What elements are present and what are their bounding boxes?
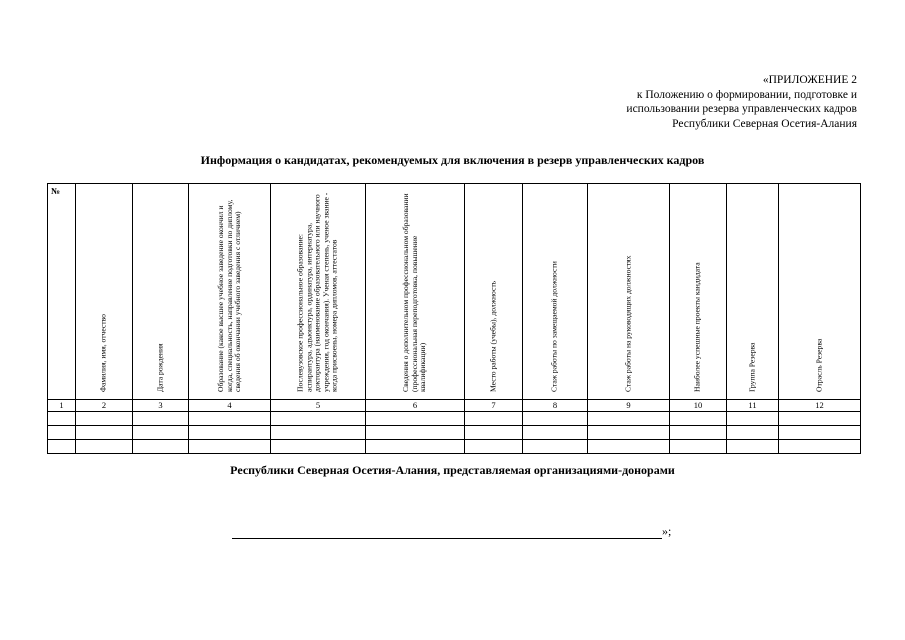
- col-header-postgraduate: Послевузовское профессиональное образование: аспирантура, адъюнктура, ординатура, интернатура, докторантура (наименование образовательного или научного учреждения, год окончания). Ученая степень, ученое звание - когда присвоены, номера дипломов, аттестатов: [271, 184, 366, 400]
- appendix-line-2: к Положению о формировании, подготовке и: [636, 88, 857, 101]
- appendix-line-1: «ПРИЛОЖЕНИЕ 2: [762, 74, 857, 86]
- col-index: 9: [588, 400, 670, 412]
- col-header-projects: Наиболее успешные проекты кандидата: [670, 184, 727, 400]
- col-header-additional-education: Сведения о дополнительном профессиональном образовании (профессиональная переподготовка, повышение квалификации): [366, 184, 465, 400]
- col-header-education: Образование (какое высшее учебное заведение окончил и когда, специальность, направление подготовки по диплому, сведения об окончании учебного заведения с отличием): [189, 184, 271, 400]
- col-index: 8: [523, 400, 588, 412]
- signature-line: [232, 524, 671, 539]
- table-row: [48, 412, 861, 426]
- appendix-line-4: Республики Северная Осетия-Алания: [672, 117, 857, 130]
- signature-blank: [232, 526, 662, 539]
- table-row: [48, 440, 861, 454]
- col-index: 11: [727, 400, 779, 412]
- col-header-reserve-group: Группа Резерва: [727, 184, 779, 400]
- col-index: 7: [465, 400, 523, 412]
- col-header-birthdate: Дата рождения: [133, 184, 189, 400]
- candidates-table: [47, 183, 861, 454]
- appendix-line-3: использовании резерва управленческих кадров: [626, 103, 857, 115]
- col-header-management-experience: Стаж работы на руководящих должностях: [588, 184, 670, 400]
- col-index: 10: [670, 400, 727, 412]
- table-index-row: [48, 400, 861, 412]
- col-index: 4: [189, 400, 271, 412]
- col-index: 5: [271, 400, 366, 412]
- col-index: 2: [76, 400, 133, 412]
- col-index: 6: [366, 400, 465, 412]
- col-index: 12: [779, 400, 861, 412]
- col-header-number: №: [48, 184, 76, 400]
- col-header-workplace: Место работы (учебы), должность: [465, 184, 523, 400]
- col-index: 3: [133, 400, 189, 412]
- document-subtitle: Республики Северная Осетия-Алания, представляемая организациями-донорами: [230, 463, 675, 477]
- col-index: 1: [48, 400, 76, 412]
- signature-suffix: »;: [662, 524, 672, 538]
- appendix-header: [626, 73, 857, 131]
- document-title: Информация о кандидатах, рекомендуемых для включения в резерв управленческих кадров: [200, 153, 705, 167]
- table-row: [48, 426, 861, 440]
- col-header-position-experience: Стаж работы по замещаемой должности: [523, 184, 588, 400]
- col-header-reserve-sector: Отрасль Резерва: [779, 184, 861, 400]
- table-header-row: [48, 184, 861, 400]
- col-header-fullname: Фамилия, имя, отчество: [76, 184, 133, 400]
